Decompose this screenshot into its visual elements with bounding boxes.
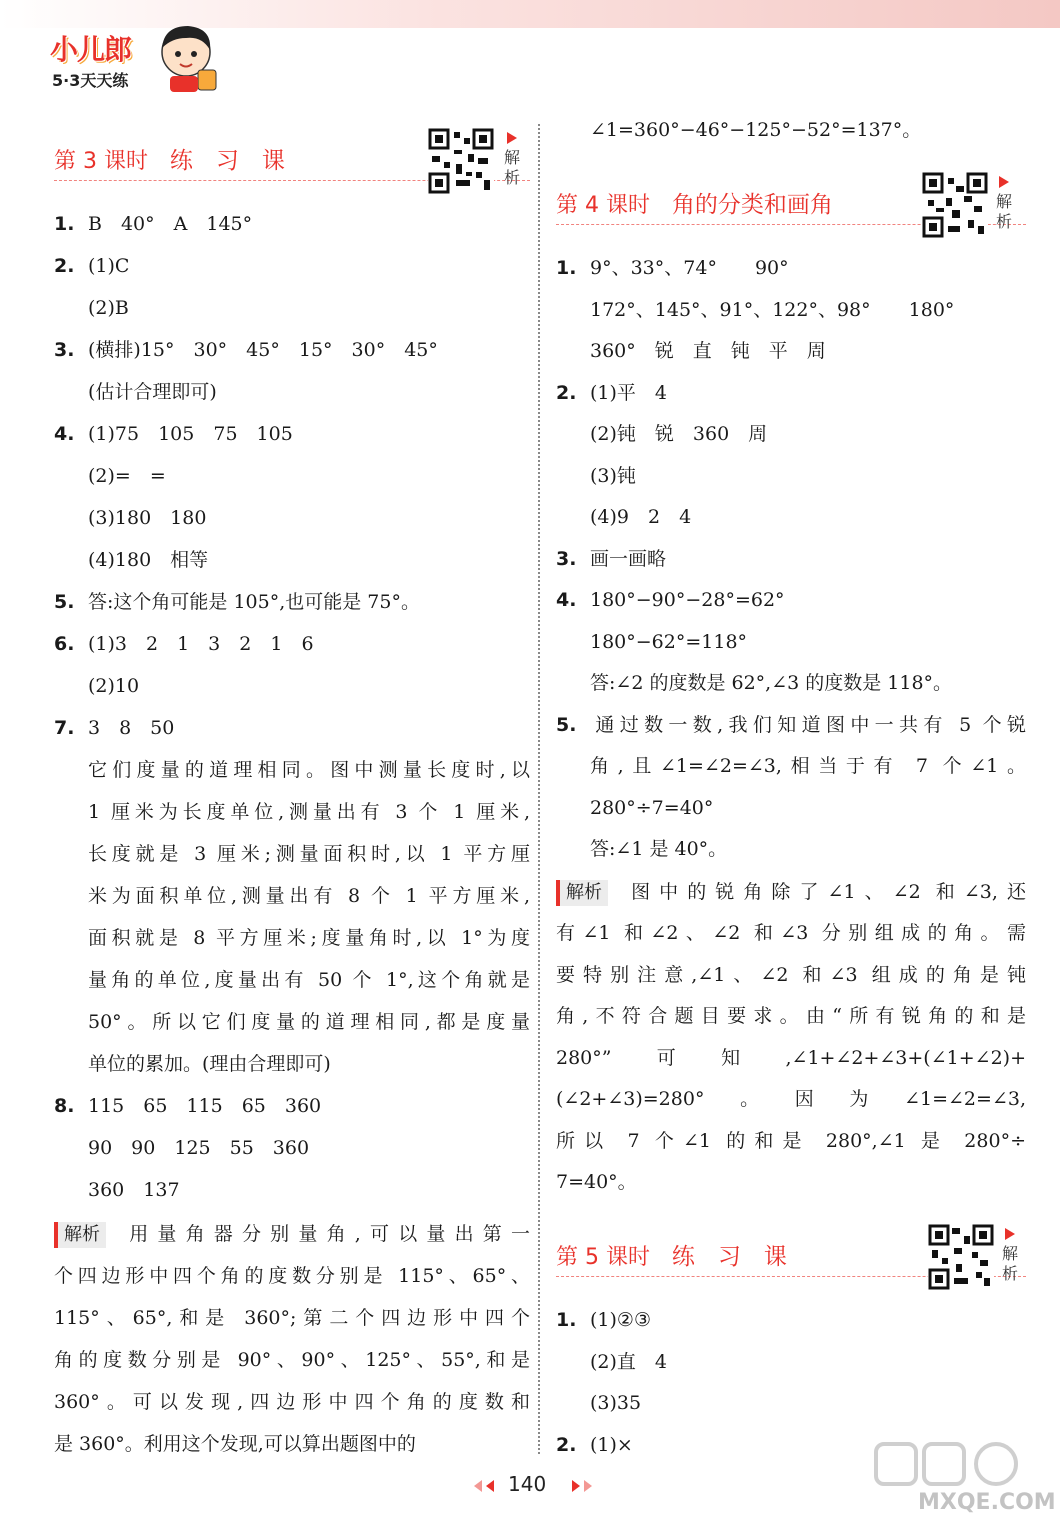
- answer-text: 答:∠1 是 40°。: [590, 838, 728, 860]
- analysis-line: 角的度数分别是 90°、90°、125°、55°,和是: [54, 1349, 530, 1371]
- analysis-line: 7=40°。: [556, 1171, 637, 1193]
- answer-text: 通过数一数,我们知道图中一共有 5 个锐: [590, 713, 1026, 736]
- answer-text: (1)×: [590, 1433, 633, 1456]
- question-number: 2.: [556, 381, 577, 404]
- lesson-title: [556, 186, 833, 219]
- answer-text: 量角的单位,度量出有 50 个 1°,这个角就是: [88, 969, 530, 991]
- lesson-number: 第 4 课时: [556, 193, 650, 218]
- answer-text: 答:∠2 的度数是 62°,∠3 的度数是 118°。: [590, 672, 953, 694]
- mascot-icon: [150, 22, 224, 94]
- answer-text: 它们度量的道理相同。图中测量长度时,以: [88, 759, 530, 781]
- answer-text: 50°。所以它们度量的道理相同,都是度量: [88, 1011, 530, 1033]
- answer-line: [54, 210, 530, 238]
- play-icon: [507, 132, 517, 144]
- answer-text: (估计合理即可): [88, 381, 217, 403]
- question-number: 1.: [556, 1309, 577, 1331]
- answer-text: 172°、145°、91°、122°、98° 180°: [590, 298, 955, 321]
- question-number: 5.: [556, 713, 577, 736]
- question-number: 4.: [54, 423, 75, 445]
- answer-line: [54, 882, 530, 910]
- answer-line: [54, 1050, 530, 1078]
- brand-subtitle: 5·3天天练: [52, 71, 129, 90]
- analysis-line: 280°”可知,∠1+∠2+∠3+(∠1+∠2)+: [556, 1046, 1026, 1069]
- answer-text: 9°、33°、74° 90°: [590, 257, 789, 279]
- answer-text: (2)直 4: [590, 1350, 668, 1373]
- analysis-line: 要特别注意,∠1、∠2 和∠3 组成的角是钝: [556, 963, 1026, 986]
- answer-line: [54, 1176, 530, 1204]
- answer-line: [556, 794, 1026, 822]
- answer-line: [556, 711, 1026, 739]
- answer-text: (3)180 180: [88, 507, 207, 529]
- answer-text: 360 137: [88, 1179, 180, 1201]
- answer-line: [556, 628, 1026, 656]
- qr-analysis-tag[interactable]: 解析: [502, 132, 522, 188]
- answer-line: [54, 1134, 530, 1162]
- question-number: 7.: [54, 717, 75, 739]
- question-number: 1.: [54, 213, 75, 235]
- answer-text: 180°−62°=118°: [590, 630, 748, 653]
- play-icon: [999, 176, 1009, 188]
- answer-line: [556, 296, 1026, 324]
- answer-text: (4)180 相等: [88, 549, 209, 571]
- answer-text: 180°−90°−28°=62°: [590, 589, 785, 611]
- answer-line: [54, 714, 530, 742]
- answer-text: 米为面积单位,测量出有 8 个 1 平方厘米,: [88, 885, 530, 907]
- answer-text: (4)9 2 4: [590, 506, 692, 528]
- answer-text: B 40° A 145°: [88, 213, 253, 235]
- question-number: 3.: [556, 547, 577, 570]
- answer-text: 1 厘米为长度单位,测量出有 3 个 1 厘米,: [88, 801, 530, 823]
- answer-line: [54, 630, 530, 658]
- lesson-number: 第 3 课时: [54, 149, 148, 174]
- answer-line: [54, 336, 530, 364]
- question-number: 3.: [54, 339, 75, 361]
- answer-line: [556, 420, 1026, 448]
- watermark-stamp: [856, 1438, 1056, 1528]
- answer-line: [54, 420, 530, 448]
- answer-line: [556, 835, 1026, 863]
- answer-line: [54, 462, 530, 490]
- lesson-name: 练 习 课: [671, 1244, 787, 1270]
- analysis-line: 所以 7 个∠1 的和是 280°,∠1 是 280°÷: [556, 1129, 1026, 1152]
- answer-line: [556, 379, 1026, 407]
- answer-text: 长度就是 3 厘米;测量面积时,以 1 平方厘: [88, 843, 530, 865]
- lesson-title: [556, 1238, 787, 1271]
- answer-text: (2)= =: [88, 465, 166, 487]
- answer-line: [556, 1389, 1026, 1417]
- column-divider: [538, 124, 540, 1454]
- answer-text: (1)3 2 1 3 2 1 6: [88, 633, 314, 655]
- answer-line: [54, 546, 530, 574]
- answer-line: [54, 798, 530, 826]
- answer-text: (横排)15° 30° 45° 15° 30° 45°: [88, 339, 438, 361]
- lesson-4-header: [556, 172, 1026, 242]
- lesson-title: [54, 142, 285, 175]
- lesson-name: 角的分类和画角: [671, 192, 833, 218]
- qr-code-icon[interactable]: [922, 172, 988, 238]
- answer-line: [556, 752, 1026, 780]
- answer-text: (2)B: [88, 297, 129, 319]
- answer-line: [54, 1092, 530, 1120]
- answer-line: [556, 545, 1026, 573]
- answer-text: 280°÷7=40°: [590, 796, 714, 819]
- answer-text: (3)钝: [590, 464, 636, 487]
- question-number: 5.: [54, 591, 75, 613]
- analysis-line: 115°、65°,和是 360°;第二个四边形中四个: [54, 1307, 530, 1329]
- question-number: 2.: [556, 1433, 577, 1456]
- analysis-line: 360°。可以发现,四边形中四个角的度数和: [54, 1391, 530, 1413]
- analysis-line: 角,不符合题目要求。由“所有锐角的和是: [556, 1005, 1026, 1027]
- lesson-name: 练 习 课: [169, 148, 285, 174]
- answer-line: [556, 503, 1026, 531]
- answer-text: 360° 锐 直 钝 平 周: [590, 340, 826, 362]
- answer-line: [556, 337, 1026, 365]
- answer-line: [54, 294, 530, 322]
- prev-page-icon[interactable]: [474, 1480, 482, 1492]
- answer-line: [54, 378, 530, 406]
- carry-over-line: ∠1=360°−46°−125°−52°=137°。: [590, 119, 922, 141]
- answer-line: [54, 756, 530, 784]
- analysis-line: 解析 用量角器分别量角,可以量出第一: [54, 1220, 530, 1248]
- answer-line: [556, 586, 1026, 614]
- answer-line: [54, 252, 530, 280]
- question-number: 1.: [556, 257, 577, 279]
- qr-code-icon[interactable]: [428, 128, 494, 194]
- play-icon: [1005, 1228, 1015, 1240]
- answer-line: [556, 669, 1026, 697]
- answer-text: 角,且∠1=∠2=∠3,相当于有 7 个∠1。: [590, 755, 1026, 777]
- next-page-icon[interactable]: [572, 1480, 580, 1492]
- answer-line: [54, 840, 530, 868]
- lesson-number: 第 5 课时: [556, 1245, 650, 1270]
- answer-line: [556, 462, 1026, 490]
- question-number: 8.: [54, 1095, 75, 1117]
- analysis-badge: 解析: [54, 1222, 106, 1248]
- qr-analysis-tag[interactable]: 解析: [1000, 1228, 1020, 1284]
- answer-text: 3 8 50: [88, 717, 175, 739]
- answer-text: (1)平 4: [590, 381, 668, 404]
- watermark-text: MXQE.COM: [918, 1490, 1056, 1515]
- answer-line: [54, 504, 530, 532]
- answer-text: (1)75 105 75 105: [88, 423, 293, 445]
- answer-line: [556, 1306, 1026, 1334]
- answer-line: [556, 254, 1026, 282]
- question-number: 2.: [54, 255, 75, 277]
- question-number: 4.: [556, 589, 577, 611]
- page-number: 140: [508, 1472, 547, 1496]
- answer-line: [54, 924, 530, 952]
- analysis-line: 是 360°。利用这个发现,可以算出题图中的: [54, 1433, 416, 1455]
- analysis-badge: 解析: [556, 880, 608, 906]
- answer-text: 115 65 115 65 360: [88, 1095, 322, 1117]
- analysis-line: (∠2+∠3)=280°。因为∠1=∠2=∠3,: [556, 1088, 1026, 1110]
- answer-text: (3)35: [590, 1392, 642, 1414]
- answer-line: [54, 588, 530, 616]
- brand-logo: [50, 28, 210, 100]
- qr-analysis-tag[interactable]: 解析: [994, 176, 1014, 232]
- question-number: 6.: [54, 633, 75, 655]
- answer-text: (1)②③: [590, 1309, 651, 1331]
- answer-text: 单位的累加。(理由合理即可): [88, 1053, 331, 1075]
- next-page-icon[interactable]: [584, 1480, 592, 1492]
- analysis-line: 有∠1 和∠2、∠2 和∠3 分别组成的角。需: [556, 922, 1026, 944]
- lesson-5-header: [556, 1224, 1026, 1294]
- answer-text: 面积就是 8 平方厘米;度量角时,以 1°为度: [88, 927, 530, 949]
- answer-text: 90 90 125 55 360: [88, 1137, 310, 1159]
- qr-code-icon[interactable]: [928, 1224, 994, 1290]
- answer-text: (2)10: [88, 675, 140, 697]
- answer-line: [556, 1348, 1026, 1376]
- answer-text: 画一画略: [590, 547, 667, 570]
- analysis-line: 个四边形中四个角的度数分别是 115°、65°、: [54, 1265, 530, 1287]
- answer-text: 答:这个角可能是 105°,也可能是 75°。: [88, 591, 420, 613]
- lesson-3-header: [54, 128, 530, 198]
- answer-line: [54, 672, 530, 700]
- answer-text: (1)C: [88, 255, 130, 277]
- answer-line: [54, 966, 530, 994]
- brand-title: 小儿郎: [50, 33, 132, 66]
- watermark-logo-icon: [856, 1438, 1036, 1498]
- prev-page-icon[interactable]: [486, 1480, 494, 1492]
- answer-line: [54, 1008, 530, 1036]
- answer-text: (2)钝 锐 360 周: [590, 423, 768, 445]
- analysis-line: 解析 图中的锐角除了∠1、∠2 和∠3,还: [556, 878, 1026, 906]
